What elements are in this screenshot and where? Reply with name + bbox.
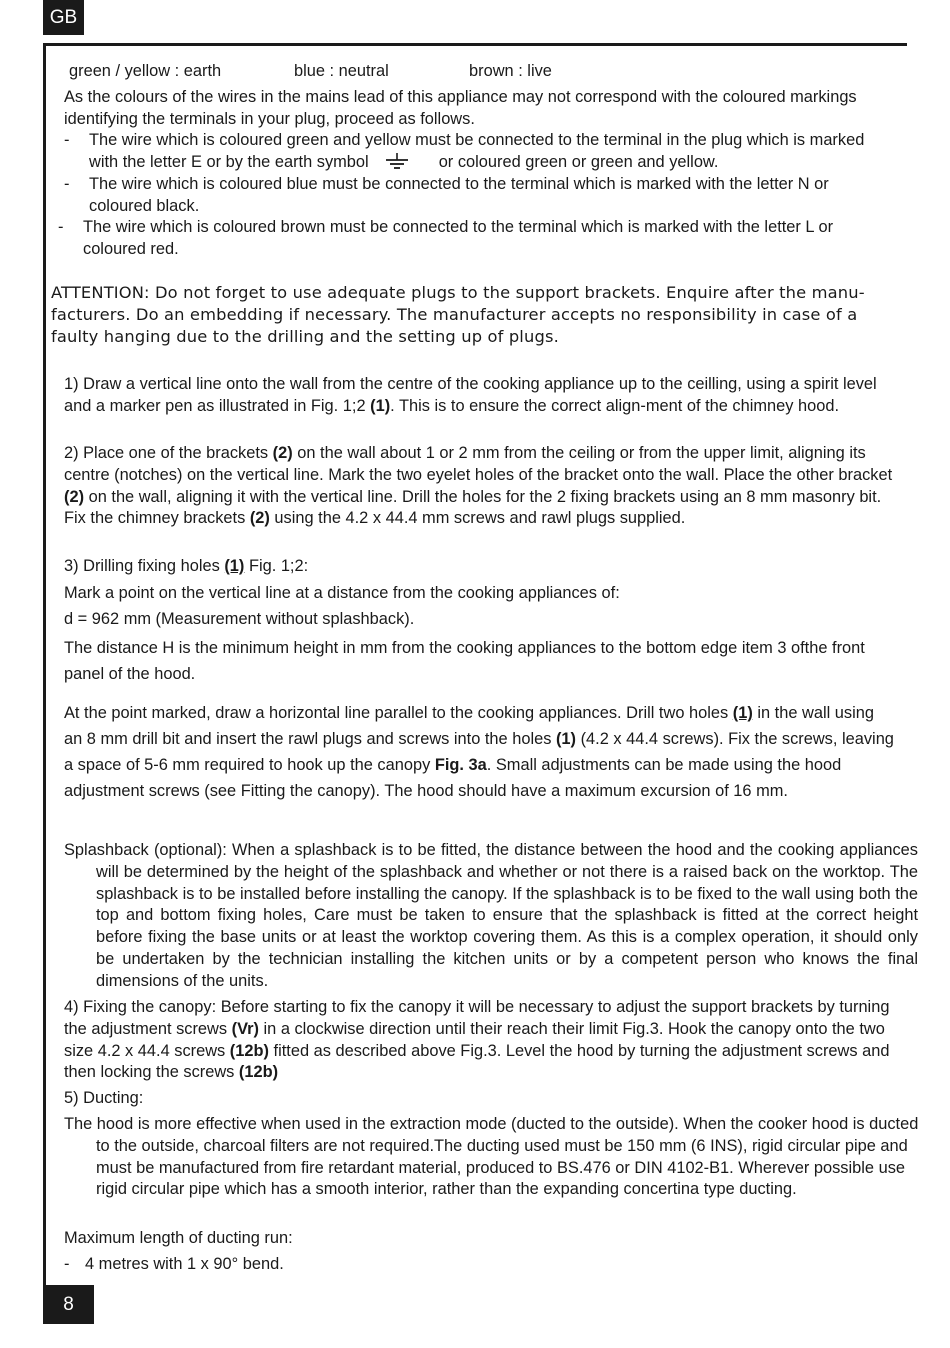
step-2-text: using the 4.2 x 44.4 mm screws and rawl plugs supplied. — [269, 509, 686, 528]
drill-instructions — [64, 700, 894, 804]
step-3-min-height: The distance H is the minimum height in mm from the cooking appliances to the bottom edge item 3 ofthe front panel of the hood. — [64, 639, 865, 683]
bullet-live — [58, 217, 889, 261]
step-3-distance: d = 962 mm (Measurement without splashback). — [64, 610, 415, 628]
step-4-ref: (12b) — [238, 1063, 279, 1082]
step-3-heading — [64, 556, 308, 578]
bullet-dash: - — [64, 175, 70, 193]
step-5-ducting-text: The hood is more effective when used in the extraction mode (ducted to the outside). When the cooker hood is ducted to the outside, charcoal filters are not required.The ducting used must be 150 mm (6 INS), rigid circular pipe and must be manufactured from fire retardant material, produced to BS.476 or DIN 4102-B1. Wherever possible use rigid circular pipe which has a smooth interior, rather than the expanding concertina type ducting. — [64, 1115, 919, 1199]
step-2-text: on the wall, aligning it with the vertical line. Drill the holes for the 2 fixing brackets using an 8 mm masonry bit. Fix the chimney brackets — [64, 487, 882, 528]
bullet-earth-text-end: or coloured green or green and yellow. — [438, 152, 719, 171]
step-4-text: 4) Fixing the canopy: Before starting to fix the canopy it will be necessary to adjust the support brackets by turning the adjustment screws — [64, 998, 890, 1038]
wire-neutral: blue : neutral — [294, 62, 389, 80]
step-1 — [64, 374, 890, 418]
step-4 — [64, 997, 894, 1084]
bullet-neutral-text: The wire which is coloured blue must be connected to the terminal which is marked with the letter N or coloured black. — [89, 175, 829, 215]
drill-text: in the wall using an 8 mm drill bit and insert the rawl plugs and screws into the holes — [64, 704, 874, 748]
drill-text-end: . Small adjustments can be made using the hood adjustment screws (see Fitting the canopy). The hood should have a maximum excursion of 16 mm. — [64, 756, 842, 800]
page-number: 8 — [63, 1293, 74, 1315]
drill-ref: (1) — [732, 704, 753, 722]
bullet-dash: - — [58, 218, 64, 236]
attention-notice: ATTENTION: Do not forget to use adequate plugs to the support brackets. Enquire after the manu-facturers. Do an embedding if necessary. The manufacturer accepts no responsibility in case of a faulty hanging due to the drilling and the setting up of plugs. — [51, 283, 865, 346]
wiring-intro: As the colours of the wires in the mains lead of this appliance may not correspond with the coloured markings identifying the terminals in your plug, proceed as follows. — [64, 88, 857, 128]
splashback-note: Splashback (optional): When a splashback is to be fitted, the distance between the hood and the cooking appliances will be determined by the height of the splashback and whether or not there is a raised back on the worktop. The splashback is to be installed before installing the canopy. If the splashback is to be fixed to the wall using both the top and bottom fixing holes, Care must be taken to ensure that the splashback is fitted at the correct height before fixing the base units or at least the worktop covering them. As this is a complex operation, it should only be undertaken by the technician installing the kitchen units or by a competent person who knows the final dimensions of the units. — [64, 841, 918, 990]
step-1-text: 1) Draw a vertical line onto the wall from the centre of the cooking appliance up to the ceilling, using a spirit level and a marker pen as illustrated in Fig. 1;2 — [64, 375, 877, 415]
bullet-neutral — [64, 174, 890, 218]
step-2-text: 2) Place one of the brackets — [64, 444, 273, 462]
step-4-text: in a clockwise direction until their reach their limit Fig.3. Hook the canopy onto the two size 4.2 x 44.4 screws — [64, 1019, 885, 1060]
step-2-ref: (2) — [64, 487, 85, 506]
ducting-max-length: Maximum length of ducting run: — [64, 1229, 293, 1247]
step-2 — [64, 443, 894, 530]
step-3-heading-fig: Fig. 1;2: — [244, 557, 309, 575]
header-rule — [43, 43, 907, 46]
bullet-live-text: The wire which is coloured brown must be connected to the terminal which is marked with the letter L or coloured red. — [83, 218, 834, 258]
step-4-ref: (12b) — [229, 1041, 269, 1060]
step-1-ref: (1) — [370, 396, 391, 415]
step-4-text: fitted as described above Fig.3. Level the hood by turning the adjustment screws and then locking the screws — [64, 1041, 890, 1082]
step-3-ref: (1) — [224, 557, 245, 575]
step-2-ref: (2) — [272, 444, 293, 462]
wire-live: brown : live — [469, 62, 552, 80]
bullet-earth — [64, 130, 890, 174]
drill-text: (4.2 x 44.4 screws). Fix the screws, leaving a space of 5-6 mm required to hook up the canopy — [64, 730, 894, 774]
step-5-heading: 5) Ducting: — [64, 1089, 144, 1107]
step-1-text-end: . This is to ensure the correct align-ment of the chimney hood. — [390, 396, 840, 415]
step-2-ref: (2) — [249, 509, 270, 528]
step-4-vr-ref: (Vr) — [231, 1019, 259, 1038]
step-3-mark: Mark a point on the vertical line at a distance from the cooking appliances of: — [64, 584, 620, 602]
language-tab — [43, 0, 84, 35]
language-tab-label: GB — [49, 6, 78, 28]
drill-ref: (1) — [555, 730, 577, 748]
step-3-heading-text: 3) Drilling fixing holes — [64, 557, 225, 575]
ducting-bend-text: 4 metres with 1 x 90° bend. — [85, 1255, 284, 1273]
bullet-earth-text: The wire which is coloured green and yellow must be connected to the terminal in the plug which is marked with the letter E or by the earth symbol — [89, 131, 865, 171]
bullet-dash: - — [64, 131, 70, 149]
ducting-bend-item — [64, 1254, 785, 1276]
drill-fig-ref: Fig. 3a — [434, 756, 487, 774]
wire-earth: green / yellow : earth — [69, 62, 222, 80]
step-2-text: on the wall about 1 or 2 mm from the ceiling or from the upper limit, aligning its centre (notches) on the vertical line. Mark the two eyelet holes of the bracket onto the wall. Place the other bracket — [64, 444, 893, 484]
earth-symbol-icon — [383, 153, 411, 169]
left-margin-rule — [43, 43, 46, 1288]
drill-text: At the point marked, draw a horizontal line parallel to the cooking appliances. Drill two holes — [64, 704, 733, 722]
bullet-dash: - — [64, 1255, 70, 1273]
page-number-tab — [43, 1285, 94, 1324]
